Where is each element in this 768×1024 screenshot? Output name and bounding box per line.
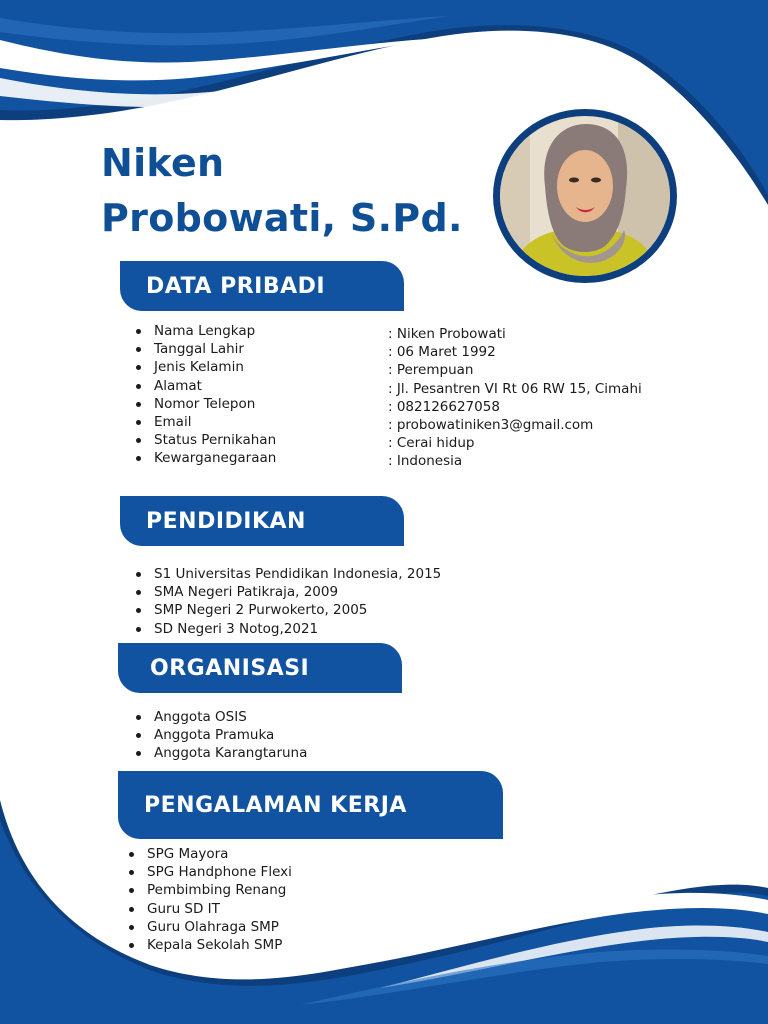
pendidikan-list (134, 565, 441, 638)
list-item: Guru SD IT (127, 900, 292, 918)
list-item: Anggota OSIS (134, 708, 307, 726)
field-label: Alamat (134, 377, 276, 395)
profile-photo (500, 116, 670, 276)
section-header-organisasi (118, 643, 402, 693)
organisasi-list (134, 708, 307, 763)
list-item: Pembimbing Renang (127, 881, 292, 899)
list-item: SD Negeri 3 Notog,2021 (134, 620, 441, 638)
name-line-2: Probowati, S.Pd. (101, 196, 463, 240)
field-value: : Jl. Pesantren VI Rt 06 RW 15, Cimahi (388, 380, 642, 397)
field-label: Nama Lengkap (134, 322, 276, 340)
list-item: Kepala Sekolah SMP (127, 936, 292, 954)
field-label: Email (134, 413, 276, 431)
data-pribadi-values (388, 325, 642, 471)
section-title-pendidikan: PENDIDIKAN (146, 508, 306, 534)
name-line-1: Niken (101, 141, 225, 185)
list-item: SPG Handphone Flexi (127, 863, 292, 881)
field-value: : probowatiniken3@gmail.com (388, 417, 594, 434)
person-name (101, 136, 463, 246)
field-value: : 082126627058 (388, 398, 500, 415)
section-header-pengalaman-kerja (118, 771, 503, 839)
list-item: Anggota Pramuka (134, 726, 307, 744)
field-value: : Niken Probowati (388, 326, 506, 342)
section-header-pendidikan (120, 496, 404, 546)
list-item: SPG Mayora (127, 845, 292, 863)
field-label: Jenis Kelamin (134, 358, 276, 376)
field-value: : Cerai hidup (388, 435, 475, 452)
list-item: S1 Universitas Pendidikan Indonesia, 2015 (134, 565, 441, 583)
field-value: : Perempuan (388, 362, 474, 379)
field-label: Nomor Telepon (134, 395, 276, 413)
field-label: Kewarganegaraan (134, 449, 276, 467)
list-item: Guru Olahraga SMP (127, 918, 292, 936)
pengalaman-list (127, 845, 292, 954)
list-item: Anggota Karangtaruna (134, 744, 307, 762)
field-value: : 06 Maret 1992 (388, 344, 496, 361)
field-value: : Indonesia (388, 453, 463, 470)
data-pribadi-labels (134, 322, 276, 468)
field-label: Tanggal Lahir (134, 340, 276, 358)
field-label: Status Pernikahan (134, 431, 276, 449)
section-header-data-pribadi (120, 261, 404, 311)
section-title-data-pribadi: DATA PRIBADI (146, 273, 326, 299)
list-item: SMA Negeri Patikraja, 2009 (134, 583, 441, 601)
section-title-pengalaman-kerja: PENGALAMAN KERJA (144, 792, 407, 818)
list-item: SMP Negeri 2 Purwokerto, 2005 (134, 601, 441, 619)
section-title-organisasi: ORGANISASI (150, 655, 310, 681)
